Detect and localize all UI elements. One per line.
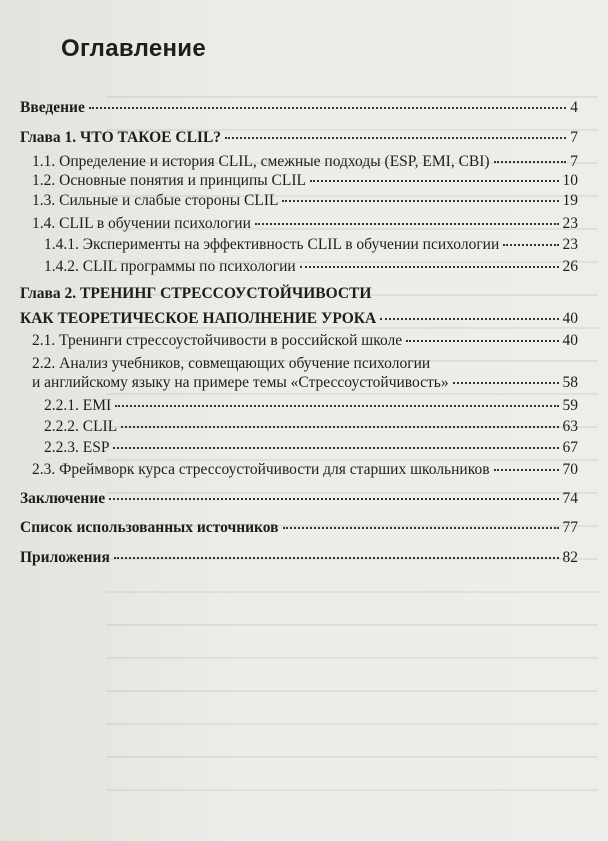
- toc-entry-1-4-1[interactable]: [44, 236, 578, 260]
- toc-entry-label: Список использованных источников: [20, 519, 279, 536]
- toc-entry-2-3[interactable]: [32, 461, 578, 485]
- toc-dot-leader: [121, 425, 558, 428]
- toc-entry-page: 40: [562, 310, 578, 327]
- toc-entry-page: 74: [562, 490, 578, 507]
- toc-dot-leader: [225, 136, 566, 139]
- toc-dot-leader: [255, 222, 559, 225]
- toc-entry-label: Приложения: [20, 549, 110, 566]
- toc-entry-label: 1.4.2. CLIL программы по психологии: [44, 258, 296, 275]
- toc-entry-references[interactable]: [20, 519, 578, 543]
- toc-entry-page: 59: [562, 397, 578, 414]
- toc-entry-appendices[interactable]: [20, 549, 578, 573]
- toc-entry-page: 23: [562, 215, 578, 232]
- toc-entry-2-2[interactable]: [32, 374, 578, 398]
- toc-entry-2-2-first-line[interactable]: 2.2. Анализ учебников, совмещающих обучение психологии: [32, 355, 431, 372]
- toc-entry-page: 26: [562, 258, 578, 275]
- toc-entry-1-4-2[interactable]: [44, 258, 578, 282]
- toc-entry-page: 19: [562, 192, 578, 209]
- page-title: Оглавление: [61, 35, 206, 62]
- toc-entry-label: 1.3. Сильные и слабые стороны CLIL: [32, 192, 279, 209]
- toc-dot-leader: [380, 317, 558, 320]
- toc-entry-label: и английскому языку на примере темы «Стрессоустойчивость»: [32, 374, 449, 391]
- toc-entry-label: 1.1. Определение и история CLIL, смежные подходы (ESP, EMI, CBI): [32, 153, 490, 170]
- toc-dot-leader: [453, 381, 559, 384]
- toc-entry-page: 4: [570, 99, 578, 116]
- toc-entry-label: 2.2.2. CLIL: [44, 418, 118, 435]
- toc-entry-label: КАК ТЕОРЕТИЧЕСКОЕ НАПОЛНЕНИЕ УРОКА: [20, 310, 377, 327]
- toc-entry-label: 2.3. Фреймворк курса стрессоустойчивости для старших школьников: [32, 461, 490, 478]
- toc-entry-2-1[interactable]: [32, 332, 578, 356]
- toc-dot-leader: [109, 497, 558, 500]
- toc-entry-label: 2.2.3. ESP: [44, 439, 110, 456]
- toc-entry-page: 7: [570, 153, 578, 170]
- toc-entry-introduction[interactable]: [20, 99, 578, 123]
- toc-dot-leader: [300, 265, 559, 268]
- toc-entry-label: 2.1. Тренинги стрессоустойчивости в российской школе: [32, 332, 403, 349]
- toc-entry-conclusion[interactable]: [20, 490, 578, 514]
- toc-entry-label: 1.4.1. Эксперименты на эффективность CLIL в обучении психологии: [44, 236, 500, 253]
- toc-dot-leader: [115, 404, 558, 407]
- toc-entry-chapter-2-first-line[interactable]: Глава 2. ТРЕНИНГ СТРЕССОУСТОЙЧИВОСТИ: [20, 285, 372, 302]
- toc-entry-page: 82: [562, 549, 578, 566]
- toc-dot-leader: [503, 243, 558, 246]
- toc-dot-leader: [113, 446, 558, 449]
- toc-entry-label: 1.2. Основные понятия и принципы CLIL: [32, 172, 306, 189]
- toc-entry-label: Глава 1. ЧТО ТАКОЕ CLIL?: [20, 129, 222, 146]
- toc-dot-leader: [282, 199, 558, 202]
- toc-entry-label: 2.2.1. EMI: [44, 397, 112, 414]
- toc-dot-leader: [310, 179, 559, 182]
- toc-dot-leader: [494, 468, 559, 471]
- toc-entry-page: 63: [562, 418, 578, 435]
- toc-entry-chapter-2[interactable]: [20, 310, 578, 334]
- toc-entry-label: Заключение: [20, 490, 106, 507]
- toc-dot-leader: [406, 339, 558, 342]
- toc-entry-page: 10: [562, 172, 578, 189]
- toc-entry-1-3[interactable]: [32, 192, 578, 216]
- toc-dot-leader: [114, 556, 559, 559]
- toc-entry-chapter-1[interactable]: [20, 129, 578, 153]
- toc-entry-page: 67: [562, 439, 578, 456]
- toc-entry-page: 70: [562, 461, 578, 478]
- toc-entry-page: 7: [570, 129, 578, 146]
- toc-dot-leader: [283, 526, 559, 529]
- toc-entry-page: 40: [562, 332, 578, 349]
- toc-entry-label: Введение: [20, 99, 85, 116]
- toc-dot-leader: [494, 160, 567, 163]
- toc-entry-page: 77: [562, 519, 578, 536]
- toc-entry-label: 1.4. CLIL в обучении психологии: [32, 215, 251, 232]
- toc-entry-page: 23: [562, 236, 578, 253]
- toc-dot-leader: [89, 106, 566, 109]
- toc-entry-2-2-3[interactable]: [44, 439, 578, 463]
- toc-entry-page: 58: [562, 374, 578, 391]
